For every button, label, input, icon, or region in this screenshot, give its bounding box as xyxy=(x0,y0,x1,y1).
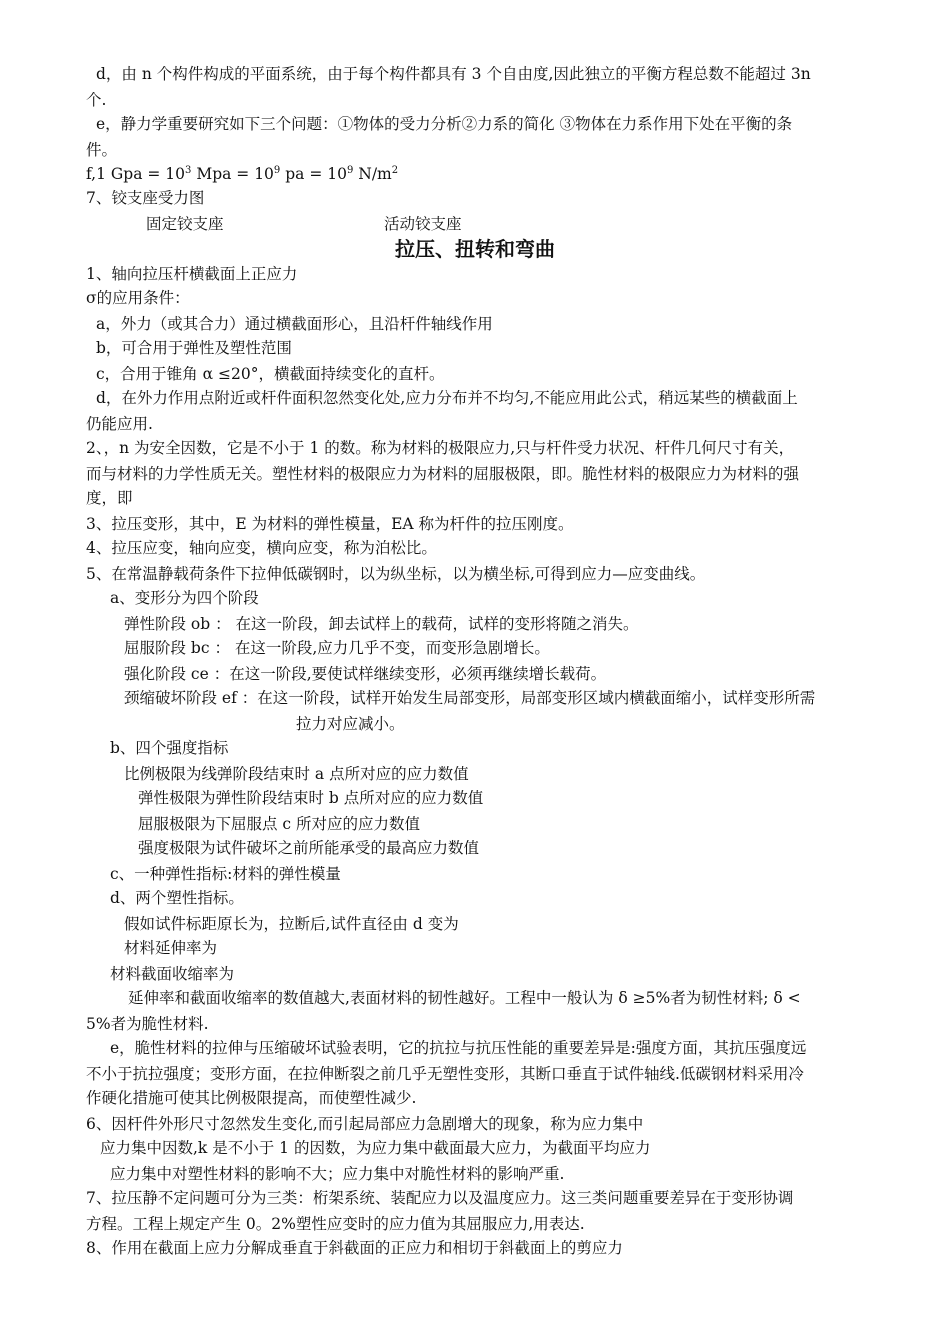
text-line: 颈缩破坏阶段 ef ：在这一阶段，试样开始发生局部变形，局部变形区域内横截面缩小，试样变形所需 xyxy=(124,689,816,707)
text-line: 比例极限为线弹阶段结束时 a 点所对应的应力数值 xyxy=(124,765,469,783)
text-line: 仍能应用. xyxy=(86,415,153,433)
exponent: 3 xyxy=(185,165,192,176)
text-line: 8、作用在截面上应力分解成垂直于斜截面的正应力和相切于斜截面上的剪应力 xyxy=(86,1239,623,1257)
formula-text: pa = 10 xyxy=(280,165,347,183)
text-line: 度，即 xyxy=(86,489,133,507)
text-line: 强度极限为试件破坏之前所能承受的最高应力数值 xyxy=(138,839,480,857)
text-line: 作硬化措施可使其比例极限提高，而使塑性减少. xyxy=(86,1089,417,1107)
text-line: a，外力（或其合力）通过横截面形心，且沿杆件轴线作用 xyxy=(96,315,493,333)
formula-text: f,1 Gpa = 10 xyxy=(86,165,186,183)
text-line: d，在外力作用点附近或杆件面积忽然变化处,应力分布并不均匀,不能应用此公式，稍远某些的横截面上 xyxy=(96,389,798,407)
text-line: 弹性极限为弹性阶段结束时 b 点所对应的应力数值 xyxy=(138,789,484,807)
figure-caption: 活动铰支座 xyxy=(384,215,462,233)
text-line: 材料延伸率为 xyxy=(124,939,218,957)
text-line: 不小于抗拉强度；变形方面，在拉伸断裂之前几乎无塑性变形，其断口垂直于试件轴线.低碳钢材料采用冷 xyxy=(86,1065,804,1083)
text-line: d、两个塑性指标。 xyxy=(110,889,244,907)
exponent: 2 xyxy=(391,165,399,176)
text-line: b、四个强度指标 xyxy=(110,739,229,757)
text-line: 4、拉压应变，轴向应变，横向应变，称为泊松比。 xyxy=(86,539,437,557)
text-line: 5、在常温静载荷条件下拉伸低碳钢时，以为纵坐标，以为横坐标,可得到应力—应变曲线。 xyxy=(86,565,706,583)
text-line: 件。 xyxy=(86,141,118,159)
text-line: c，合用于锥角 α ≤20°，横截面持续变化的直杆。 xyxy=(96,365,445,383)
unit-conversion-line xyxy=(86,164,398,184)
formula-text: N/m xyxy=(353,165,392,183)
text-line: e，静力学重要研究如下三个问题：①物体的受力分析②力系的简化 ③物体在力系作用下处在平衡的条 xyxy=(96,115,793,133)
text-line: 应力集中对塑性材料的影响不大；应力集中对脆性材料的影响严重. xyxy=(110,1165,565,1183)
text-line: 6、因杆件外形尺寸忽然发生变化,而引起局部应力急剧增大的现象，称为应力集中 xyxy=(86,1115,644,1133)
text-line: σ的应用条件： xyxy=(86,289,190,307)
text-line: 延伸率和截面收缩率的数值越大,表面材料的韧性越好。工程中一般认为 δ ≥5%者为韧性材料; δ < xyxy=(128,989,801,1007)
text-line: 拉力对应减小。 xyxy=(296,715,405,733)
text-line: 个. xyxy=(86,91,107,109)
text-line: 1、轴向拉压杆横截面上正应力 xyxy=(86,265,298,283)
text-line: 屈服阶段 bc ： 在这一阶段,应力几乎不变，而变形急剧增长。 xyxy=(124,639,550,657)
text-line: 屈服极限为下屈服点 c 所对应的应力数值 xyxy=(138,815,421,833)
text-line: 应力集中因数,k 是不小于 1 的因数，为应力集中截面最大应力，为截面平均应力 xyxy=(100,1139,651,1157)
text-line: e，脆性材料的拉伸与压缩破坏试验表明，它的抗拉与抗压性能的重要差异是:强度方面，其抗压强度远 xyxy=(110,1039,807,1057)
text-line: 而与材料的力学性质无关。塑性材料的极限应力为材料的屈服极限，即。脆性材料的极限应力为材料的强 xyxy=(86,465,800,483)
text-line: d，由 n 个构件构成的平面系统，由于每个构件都具有 3 个自由度,因此独立的平衡方程总数不能超过 3n xyxy=(96,65,811,83)
text-line: 方程。工程上规定产生 0。2%塑性应变时的应力值为其屈服应力,用表达. xyxy=(86,1215,585,1233)
figure-caption: 固定铰支座 xyxy=(146,215,224,233)
text-line: 材料截面收缩率为 xyxy=(110,965,235,983)
exponent: 9 xyxy=(273,165,281,176)
section-heading: 拉压、扭转和弯曲 xyxy=(395,237,555,261)
text-line: a、变形分为四个阶段 xyxy=(110,589,259,607)
text-line: 5%者为脆性材料. xyxy=(86,1015,209,1033)
text-line: c、一种弹性指标:材料的弹性模量 xyxy=(110,865,341,883)
exponent: 9 xyxy=(346,165,354,176)
text-line: 弹性阶段 ob ： 在这一阶段，卸去试样上的载荷，试样的变形将随之消失。 xyxy=(124,615,639,633)
text-line: 7、铰支座受力图 xyxy=(86,189,205,207)
text-line: 2、，n 为安全因数，它是不小于 1 的数。称为材料的极限应力,只与杆件受力状况、杆件几何尺寸有关， xyxy=(86,439,795,457)
text-line: 假如试件标距原长为，拉断后,试件直径由 d 变为 xyxy=(124,915,459,933)
formula-text: Mpa = 10 xyxy=(191,165,274,183)
text-line: 强化阶段 ce ：在这一阶段,要使试样继续变形，必须再继续增长载荷。 xyxy=(124,665,607,683)
text-line: b，可合用于弹性及塑性范围 xyxy=(96,339,292,357)
text-line: 7、拉压静不定问题可分为三类：桁架系统、装配应力以及温度应力。这三类问题重要差异在于变形协调 xyxy=(86,1189,794,1207)
text-line: 3、拉压变形，其中，E 为材料的弹性模量，EA 称为杆件的拉压刚度。 xyxy=(86,515,574,533)
